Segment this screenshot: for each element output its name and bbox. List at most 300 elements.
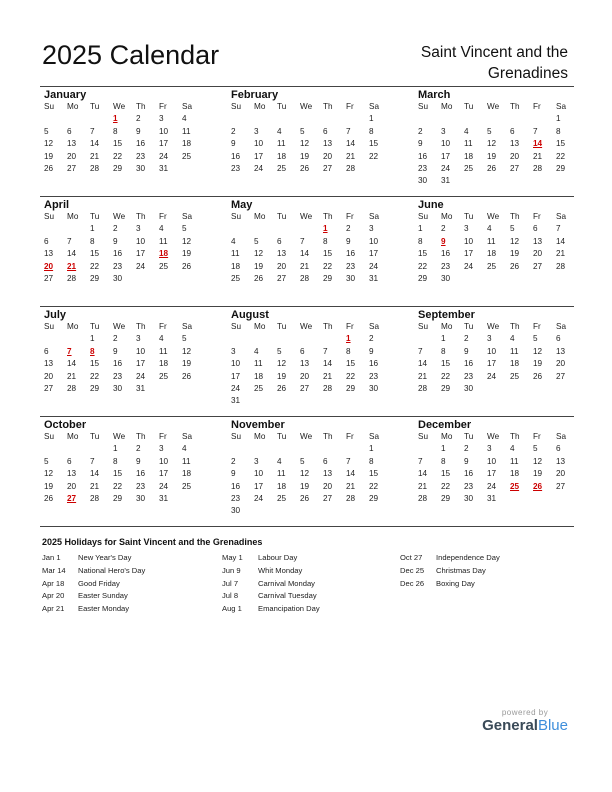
day-cell: 24 bbox=[464, 261, 474, 271]
weekday-header: We bbox=[300, 432, 313, 441]
day-cell: 29 bbox=[90, 383, 100, 393]
weekday-header: Tu bbox=[90, 322, 100, 331]
day-cell: 22 bbox=[113, 481, 123, 491]
weekday-header: Th bbox=[136, 432, 146, 441]
day-cell: 19 bbox=[487, 151, 497, 161]
day-cell: 12 bbox=[533, 346, 543, 356]
day-cell: 12 bbox=[44, 139, 54, 149]
day-cell: 13 bbox=[300, 359, 310, 369]
holiday-name: Emancipation Day bbox=[258, 604, 320, 614]
day-cell: 30 bbox=[418, 176, 428, 186]
day-cell: 21 bbox=[556, 249, 566, 259]
day-cell: 20 bbox=[277, 261, 287, 271]
empty-cell bbox=[40, 223, 63, 235]
month-days-grid bbox=[40, 101, 200, 175]
day-cell: 31 bbox=[136, 383, 146, 393]
weekday-header: Sa bbox=[182, 212, 193, 221]
holiday-name: New Year's Day bbox=[78, 553, 132, 562]
day-cell: 4 bbox=[510, 334, 515, 344]
day-cell: 15 bbox=[441, 359, 451, 369]
day-cell: 11 bbox=[231, 249, 240, 259]
day-cell: 9 bbox=[464, 456, 469, 466]
day-cell: 11 bbox=[182, 456, 191, 466]
month-name: June bbox=[418, 199, 444, 211]
holiday-item bbox=[42, 578, 145, 591]
day-cell: 14 bbox=[323, 359, 333, 369]
day-cell: 2 bbox=[464, 334, 469, 344]
day-cell: 29 bbox=[346, 383, 356, 393]
day-cell: 26 bbox=[487, 163, 497, 173]
day-cell: 15 bbox=[369, 469, 379, 479]
day-cell: 21 bbox=[418, 371, 428, 381]
day-cell: 4 bbox=[254, 346, 259, 356]
day-cell: 28 bbox=[418, 383, 428, 393]
day-cell: 11 bbox=[159, 346, 168, 356]
month-name: April bbox=[44, 199, 70, 211]
weekday-header: Th bbox=[510, 432, 520, 441]
weekday-header: Sa bbox=[556, 102, 567, 111]
day-cell: 1 bbox=[369, 444, 374, 454]
month-row bbox=[40, 306, 574, 416]
day-cell: 4 bbox=[277, 126, 282, 136]
day-cell: 22 bbox=[323, 261, 333, 271]
holiday-day-cell: 1 bbox=[113, 114, 118, 124]
empty-cell bbox=[414, 113, 437, 125]
day-cell: 5 bbox=[44, 126, 49, 136]
day-cell: 1 bbox=[90, 334, 95, 344]
day-cell: 10 bbox=[487, 346, 497, 356]
day-cell: 6 bbox=[67, 456, 72, 466]
day-cell: 18 bbox=[231, 261, 241, 271]
empty-cell bbox=[273, 333, 296, 345]
day-cell: 12 bbox=[533, 456, 543, 466]
day-cell: 9 bbox=[113, 346, 118, 356]
day-cell: 11 bbox=[277, 139, 286, 149]
month-october bbox=[40, 417, 200, 505]
day-cell: 29 bbox=[418, 273, 428, 283]
weekday-header: We bbox=[487, 102, 500, 111]
day-cell: 11 bbox=[464, 139, 473, 149]
holiday-date: Apr 20 bbox=[42, 591, 65, 601]
month-days-grid bbox=[227, 431, 387, 518]
day-cell: 26 bbox=[300, 493, 310, 503]
day-cell: 10 bbox=[254, 469, 264, 479]
weekday-header: Su bbox=[44, 322, 55, 331]
weekday-header: Sa bbox=[182, 322, 193, 331]
holiday-item bbox=[222, 565, 320, 578]
day-cell: 17 bbox=[464, 249, 474, 259]
day-cell: 4 bbox=[182, 114, 187, 124]
day-cell: 8 bbox=[369, 456, 374, 466]
day-cell: 7 bbox=[556, 224, 561, 234]
day-cell: 4 bbox=[277, 456, 282, 466]
day-cell: 14 bbox=[418, 359, 428, 369]
empty-cell bbox=[296, 333, 319, 345]
holiday-date: Dec 26 bbox=[400, 578, 425, 588]
month-february bbox=[227, 87, 387, 175]
empty-cell bbox=[319, 333, 342, 345]
day-cell: 27 bbox=[277, 273, 287, 283]
day-cell: 8 bbox=[556, 126, 561, 136]
day-cell: 16 bbox=[136, 139, 146, 149]
day-cell: 8 bbox=[113, 126, 118, 136]
empty-cell bbox=[273, 443, 296, 455]
holiday-day-cell: 7 bbox=[67, 346, 72, 356]
month-name: December bbox=[418, 419, 472, 431]
day-cell: 14 bbox=[556, 236, 566, 246]
day-cell: 22 bbox=[113, 151, 123, 161]
empty-cell bbox=[63, 223, 86, 235]
month-days-grid bbox=[414, 101, 574, 188]
weekday-header: Sa bbox=[182, 102, 193, 111]
day-cell: 28 bbox=[300, 273, 310, 283]
day-cell: 16 bbox=[418, 151, 428, 161]
day-cell: 24 bbox=[231, 383, 241, 393]
day-cell: 11 bbox=[487, 236, 496, 246]
day-cell: 30 bbox=[231, 506, 241, 516]
brand-name-part2: Blue bbox=[537, 717, 568, 734]
day-cell: 10 bbox=[231, 359, 241, 369]
day-cell: 2 bbox=[369, 334, 374, 344]
weekday-header: Tu bbox=[90, 212, 100, 221]
day-cell: 19 bbox=[277, 371, 287, 381]
empty-cell bbox=[227, 113, 250, 125]
weekday-header: Th bbox=[323, 322, 333, 331]
holiday-date: Jun 9 bbox=[222, 565, 241, 575]
day-cell: 19 bbox=[300, 151, 310, 161]
day-cell: 6 bbox=[323, 456, 328, 466]
weekday-header: Fr bbox=[533, 212, 541, 221]
holiday-item bbox=[222, 552, 320, 565]
day-cell: 17 bbox=[159, 139, 169, 149]
months-grid bbox=[40, 86, 574, 526]
month-march bbox=[414, 87, 574, 188]
weekday-header: Th bbox=[136, 102, 146, 111]
day-cell: 24 bbox=[136, 261, 146, 271]
holiday-item bbox=[42, 565, 145, 578]
day-cell: 29 bbox=[556, 163, 566, 173]
month-name: January bbox=[44, 89, 87, 101]
month-december bbox=[414, 417, 574, 505]
weekday-header: Mo bbox=[254, 432, 266, 441]
day-cell: 22 bbox=[556, 151, 566, 161]
weekday-header: Th bbox=[510, 212, 520, 221]
holiday-item bbox=[400, 578, 500, 591]
day-cell: 5 bbox=[487, 126, 492, 136]
day-cell: 30 bbox=[464, 493, 474, 503]
day-cell: 30 bbox=[464, 383, 474, 393]
month-name: July bbox=[44, 309, 67, 321]
day-cell: 18 bbox=[464, 151, 474, 161]
day-cell: 6 bbox=[44, 346, 49, 356]
day-cell: 3 bbox=[159, 114, 164, 124]
day-cell: 3 bbox=[159, 444, 164, 454]
empty-cell bbox=[342, 113, 365, 125]
month-august bbox=[227, 307, 387, 408]
day-cell: 24 bbox=[441, 163, 451, 173]
holiday-date: Aug 1 bbox=[222, 604, 242, 614]
day-cell: 27 bbox=[300, 383, 310, 393]
day-cell: 15 bbox=[556, 139, 566, 149]
day-cell: 7 bbox=[90, 126, 95, 136]
day-cell: 2 bbox=[231, 456, 236, 466]
day-cell: 2 bbox=[113, 224, 118, 234]
empty-cell bbox=[63, 333, 86, 345]
day-cell: 13 bbox=[556, 346, 566, 356]
day-cell: 25 bbox=[487, 261, 497, 271]
holidays-title: 2025 Holidays for Saint Vincent and the Grenadines bbox=[42, 537, 263, 547]
day-cell: 9 bbox=[113, 236, 118, 246]
day-cell: 27 bbox=[44, 383, 54, 393]
day-cell: 11 bbox=[510, 346, 519, 356]
day-cell: 1 bbox=[441, 334, 446, 344]
day-cell: 13 bbox=[44, 249, 54, 259]
holiday-name: Carnival Tuesday bbox=[258, 591, 317, 601]
weekday-header: Th bbox=[510, 102, 520, 111]
weekday-header: Su bbox=[44, 212, 55, 221]
month-row bbox=[40, 86, 574, 196]
weekday-header: Mo bbox=[441, 322, 453, 331]
day-cell: 5 bbox=[533, 334, 538, 344]
day-cell: 20 bbox=[44, 371, 54, 381]
month-row bbox=[40, 196, 574, 306]
day-cell: 4 bbox=[487, 224, 492, 234]
month-days-grid bbox=[40, 431, 200, 505]
weekday-header: Sa bbox=[369, 322, 380, 331]
empty-cell bbox=[250, 223, 273, 235]
day-cell: 22 bbox=[441, 371, 451, 381]
day-cell: 20 bbox=[556, 469, 566, 479]
holiday-day-cell: 27 bbox=[67, 493, 77, 503]
day-cell: 18 bbox=[159, 359, 169, 369]
day-cell: 21 bbox=[533, 151, 543, 161]
day-cell: 14 bbox=[346, 469, 356, 479]
day-cell: 29 bbox=[113, 163, 123, 173]
day-cell: 21 bbox=[300, 261, 310, 271]
weekday-header: Su bbox=[231, 212, 242, 221]
weekday-header: Fr bbox=[346, 432, 354, 441]
weekday-header: Fr bbox=[533, 322, 541, 331]
weekday-header: Tu bbox=[277, 432, 287, 441]
day-cell: 3 bbox=[231, 346, 236, 356]
weekday-header: Th bbox=[510, 322, 520, 331]
day-cell: 9 bbox=[418, 139, 423, 149]
holiday-item bbox=[222, 590, 320, 603]
day-cell: 12 bbox=[254, 249, 264, 259]
day-cell: 11 bbox=[510, 456, 519, 466]
month-days-grid bbox=[414, 431, 574, 505]
day-cell: 27 bbox=[533, 261, 543, 271]
weekday-header: Su bbox=[418, 432, 429, 441]
day-cell: 23 bbox=[441, 261, 451, 271]
day-cell: 9 bbox=[136, 456, 141, 466]
day-cell: 6 bbox=[67, 126, 72, 136]
weekday-header: Mo bbox=[441, 432, 453, 441]
day-cell: 22 bbox=[441, 481, 451, 491]
day-cell: 16 bbox=[113, 249, 123, 259]
holiday-date: Jul 8 bbox=[222, 591, 239, 601]
holiday-day-cell: 1 bbox=[323, 224, 328, 234]
day-cell: 25 bbox=[159, 371, 169, 381]
brand-logo bbox=[482, 708, 568, 734]
weekday-header: Fr bbox=[346, 102, 354, 111]
weekday-header: Mo bbox=[441, 102, 453, 111]
day-cell: 19 bbox=[533, 359, 543, 369]
day-cell: 21 bbox=[67, 371, 77, 381]
day-cell: 31 bbox=[487, 493, 497, 503]
day-cell: 23 bbox=[113, 261, 123, 271]
weekday-header: Su bbox=[44, 102, 55, 111]
day-cell: 6 bbox=[44, 236, 49, 246]
month-days-grid bbox=[40, 321, 200, 395]
weekday-header: Fr bbox=[346, 322, 354, 331]
day-cell: 22 bbox=[90, 371, 100, 381]
weekday-header: Fr bbox=[533, 432, 541, 441]
day-cell: 24 bbox=[136, 371, 146, 381]
day-cell: 2 bbox=[231, 126, 236, 136]
day-cell: 15 bbox=[323, 249, 333, 259]
day-cell: 22 bbox=[369, 151, 379, 161]
empty-cell bbox=[40, 113, 63, 125]
day-cell: 17 bbox=[487, 359, 497, 369]
day-cell: 8 bbox=[418, 236, 423, 246]
day-cell: 19 bbox=[44, 481, 54, 491]
day-cell: 5 bbox=[533, 444, 538, 454]
holiday-name: Whit Monday bbox=[258, 565, 303, 575]
day-cell: 17 bbox=[136, 359, 146, 369]
empty-cell bbox=[273, 113, 296, 125]
weekday-header: Fr bbox=[159, 212, 167, 221]
day-cell: 20 bbox=[533, 249, 543, 259]
day-cell: 8 bbox=[441, 346, 446, 356]
month-name: August bbox=[231, 309, 269, 321]
day-cell: 20 bbox=[323, 151, 333, 161]
day-cell: 19 bbox=[300, 481, 310, 491]
day-cell: 26 bbox=[277, 383, 287, 393]
divider bbox=[40, 526, 574, 527]
empty-cell bbox=[227, 333, 250, 345]
empty-cell bbox=[40, 443, 63, 455]
day-cell: 19 bbox=[533, 469, 543, 479]
day-cell: 2 bbox=[113, 334, 118, 344]
day-cell: 2 bbox=[464, 444, 469, 454]
day-cell: 5 bbox=[182, 334, 187, 344]
day-cell: 6 bbox=[323, 126, 328, 136]
day-cell: 4 bbox=[159, 334, 164, 344]
day-cell: 25 bbox=[182, 481, 192, 491]
country-name-line2: Grenadines bbox=[487, 65, 568, 82]
weekday-header: Mo bbox=[67, 212, 79, 221]
day-cell: 30 bbox=[136, 163, 146, 173]
day-cell: 31 bbox=[231, 396, 241, 406]
month-july bbox=[40, 307, 200, 395]
day-cell: 17 bbox=[369, 249, 379, 259]
month-days-grid bbox=[40, 211, 200, 285]
weekday-header: We bbox=[113, 322, 126, 331]
day-cell: 8 bbox=[441, 456, 446, 466]
day-cell: 25 bbox=[159, 261, 169, 271]
day-cell: 13 bbox=[323, 139, 333, 149]
day-cell: 26 bbox=[44, 163, 54, 173]
day-cell: 12 bbox=[44, 469, 54, 479]
weekday-header: Mo bbox=[254, 212, 266, 221]
day-cell: 29 bbox=[369, 493, 379, 503]
day-cell: 3 bbox=[487, 444, 492, 454]
month-name: May bbox=[231, 199, 253, 211]
day-cell: 23 bbox=[136, 481, 146, 491]
day-cell: 11 bbox=[254, 359, 263, 369]
weekday-header: Sa bbox=[369, 432, 380, 441]
empty-cell bbox=[40, 333, 63, 345]
day-cell: 3 bbox=[464, 224, 469, 234]
day-cell: 4 bbox=[159, 224, 164, 234]
day-cell: 28 bbox=[323, 383, 333, 393]
holiday-date: Jul 7 bbox=[222, 578, 239, 588]
day-cell: 19 bbox=[510, 249, 520, 259]
day-cell: 24 bbox=[487, 371, 497, 381]
day-cell: 24 bbox=[487, 481, 497, 491]
weekday-header: We bbox=[113, 102, 126, 111]
empty-cell bbox=[296, 443, 319, 455]
day-cell: 8 bbox=[369, 126, 374, 136]
day-cell: 25 bbox=[277, 163, 287, 173]
day-cell: 12 bbox=[277, 359, 287, 369]
weekday-header: Tu bbox=[464, 102, 474, 111]
day-cell: 3 bbox=[441, 126, 446, 136]
day-cell: 16 bbox=[464, 359, 474, 369]
day-cell: 18 bbox=[510, 359, 520, 369]
brand-name-part1: General bbox=[482, 717, 538, 734]
day-cell: 16 bbox=[369, 359, 379, 369]
day-cell: 1 bbox=[556, 114, 561, 124]
day-cell: 9 bbox=[136, 126, 141, 136]
weekday-header: We bbox=[113, 432, 126, 441]
holiday-name: Boxing Day bbox=[436, 578, 475, 588]
month-january bbox=[40, 87, 200, 175]
day-cell: 23 bbox=[231, 163, 241, 173]
weekday-header: Th bbox=[323, 212, 333, 221]
holidays-column bbox=[400, 552, 500, 590]
day-cell: 31 bbox=[159, 163, 169, 173]
empty-cell bbox=[319, 443, 342, 455]
day-cell: 1 bbox=[90, 224, 95, 234]
day-cell: 20 bbox=[556, 359, 566, 369]
day-cell: 27 bbox=[323, 163, 333, 173]
day-cell: 16 bbox=[231, 481, 241, 491]
day-cell: 2 bbox=[136, 444, 141, 454]
day-cell: 28 bbox=[90, 163, 100, 173]
weekday-header: Fr bbox=[159, 322, 167, 331]
empty-cell bbox=[296, 223, 319, 235]
day-cell: 15 bbox=[346, 359, 356, 369]
holiday-item bbox=[400, 565, 500, 578]
day-cell: 28 bbox=[418, 493, 428, 503]
day-cell: 14 bbox=[90, 139, 100, 149]
day-cell: 1 bbox=[369, 114, 374, 124]
day-cell: 20 bbox=[510, 151, 520, 161]
empty-cell bbox=[250, 113, 273, 125]
empty-cell bbox=[63, 443, 86, 455]
weekday-header: Th bbox=[136, 212, 146, 221]
weekday-header: Su bbox=[231, 102, 242, 111]
day-cell: 18 bbox=[254, 371, 264, 381]
day-cell: 12 bbox=[182, 346, 192, 356]
day-cell: 2 bbox=[441, 224, 446, 234]
day-cell: 21 bbox=[90, 151, 100, 161]
day-cell: 5 bbox=[300, 126, 305, 136]
holiday-name: Easter Monday bbox=[78, 604, 130, 614]
day-cell: 27 bbox=[67, 163, 77, 173]
